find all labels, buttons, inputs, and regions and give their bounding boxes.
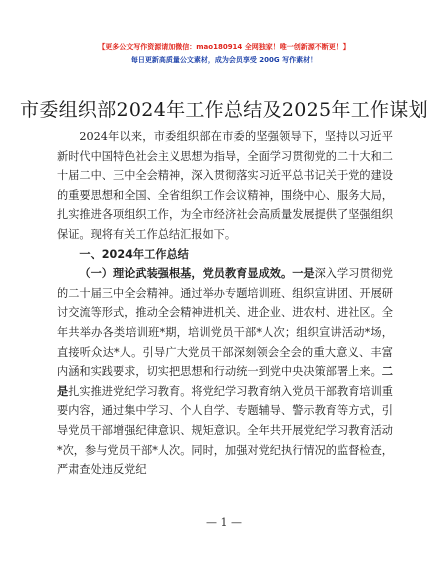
promo-banner-line-2: 每日更新高质量公文素材，成为会员享受 200G 写作素材！ — [130, 56, 318, 64]
page-number: — 1 — — [206, 516, 242, 529]
subsection-paragraph — [57, 264, 393, 480]
point-two-label: 二是 — [57, 365, 393, 398]
promo-banner-line-1: 【更多公文写作资源请加微信：mao180914 全网独家！唯一创新源不断更！】 — [98, 43, 350, 51]
point-one-label: 一是 — [292, 267, 315, 281]
document-body — [57, 127, 393, 480]
subsection-title: （一）理论武装强根基，党员教育显成效。 — [79, 267, 293, 281]
point-one-text: 深入学习贯彻党的二十届三中全会精神。通过举办专题培训班、组织宣讲团、开展研讨交流等形式，推动全会精神进机关、进企业、进农村、进社区。全年共举办各类培训班*期，培训党员干部*人次；组织宣讲活动*场，直接听众达*人。引导广大党员干部深刻领会全会的重大意义、丰富内涵和实践要求，切实把思想和行动统一到党中央决策部署上来。 — [57, 267, 393, 379]
point-two-text: 扎实推进党纪学习教育。将党纪学习教育纳入党员干部教育培训重要内容，通过集中学习、个人自学、专题辅导、警示教育等方式，引导党员干部增强纪律意识、规矩意识。全年共开展党纪学习教育活动*次，参与党员干部*人次。同时，加强对党纪执行情况的监督检查，严肃查处违反党纪 — [57, 384, 393, 477]
document-title: 市委组织部2024年工作总结及2025年工作谋划 — [20, 99, 428, 121]
section-heading: 一、2024年工作总结 — [79, 247, 189, 261]
intro-paragraph: 2024年以来，市委组织部在市委的坚强领导下，坚持以习近平新时代中国特色社会主义思想为指导，全面学习贯彻党的二十大和二十届二中、三中全会精神，深入贯彻落实习近平总书记关于党的建设的重要思想和全国、全省组织工作会议精神，围绕中心、服务大局，扎实推进各项组织工作，为全市经济社会高质量发展提供了坚强组织保证。现将有关工作总结汇报如下。 — [57, 130, 393, 241]
